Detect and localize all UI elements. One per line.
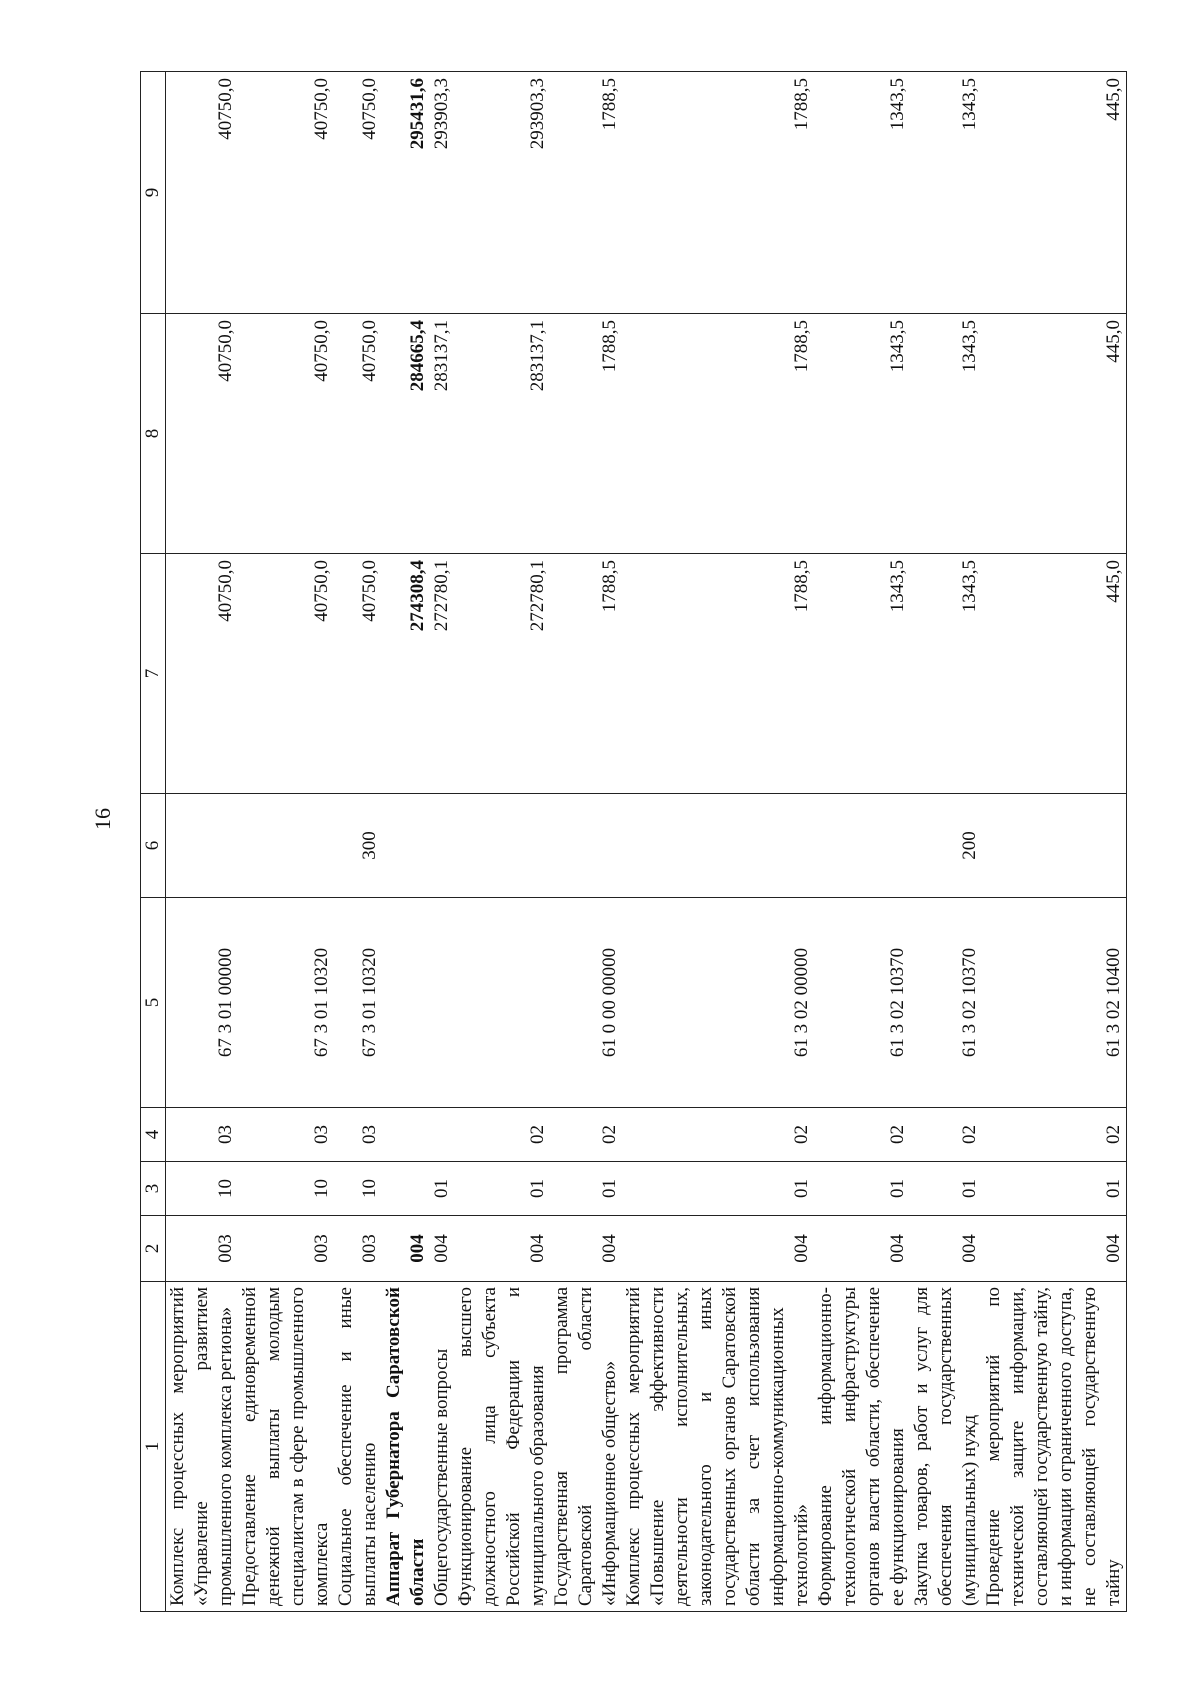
section-cell: 10 [334, 1162, 382, 1216]
amount-year3-cell: 1343,5 [814, 72, 910, 314]
amount-year1-cell: 272780,1 [454, 554, 550, 794]
target-article-cell: 61 3 02 10370 [910, 898, 982, 1108]
grbs-cell: 004 [982, 1216, 1127, 1282]
amount-year1-cell: 272780,1 [431, 560, 452, 632]
section-cell: 10 [166, 1162, 239, 1216]
row-name-cell: Функционирование высшего должностного лица субъекта Российской Федерации и муниципального образования [454, 1282, 550, 1612]
expense-type-cell [238, 794, 334, 898]
target-article-cell: 61 3 02 10370 [814, 898, 910, 1108]
amount-year2-cell: 40750,0 [166, 314, 239, 554]
section-cell: 01 [814, 1162, 910, 1216]
row-name-cell: Предоставление единовременной денежной выплаты молодым специалистам в сфере промышленного комплекса [238, 1282, 334, 1612]
target-article-cell [382, 898, 454, 1108]
grbs-cell-pair [382, 1216, 454, 1282]
amount-year1-cell: 1788,5 [550, 554, 622, 794]
row-name-cell: Социальное обеспечение и иные выплаты населению [334, 1282, 382, 1612]
amount-year1-cell: 1788,5 [622, 554, 814, 794]
target-article-cell: 61 3 02 00000 [622, 898, 814, 1108]
section-cell-pair [382, 1162, 454, 1216]
amount-year3-cell: 1343,5 [910, 72, 982, 314]
grbs-cell: 004 [550, 1216, 622, 1282]
row-name-cell-pair [382, 1282, 454, 1612]
column-header-9: 9 [141, 72, 166, 314]
subsection-cell: 02 [814, 1108, 910, 1162]
table-row [982, 72, 1127, 1612]
amount-year3-cell: 293903,3 [454, 72, 550, 314]
target-article-cell: 61 3 02 10400 [982, 898, 1127, 1108]
section-cell: 01 [431, 1179, 452, 1198]
amount-year2-cell: 445,0 [982, 314, 1127, 554]
column-header-5: 5 [141, 898, 166, 1108]
table-row [910, 72, 982, 1612]
subsection-cell: 03 [238, 1108, 334, 1162]
expense-type-cell [550, 794, 622, 898]
amount-year1-cell: 1343,5 [814, 554, 910, 794]
rotated-page-content [140, 72, 1170, 1612]
subsection-cell: 03 [166, 1108, 239, 1162]
table-row [238, 72, 334, 1612]
section-cell: 01 [550, 1162, 622, 1216]
subsection-cell: 03 [334, 1108, 382, 1162]
amount-year1-cell: 1343,5 [910, 554, 982, 794]
amount-year3-cell: 1788,5 [622, 72, 814, 314]
grbs-cell: 004 [431, 1234, 452, 1263]
column-header-2: 2 [141, 1216, 166, 1282]
amount-year1-cell: 445,0 [982, 554, 1127, 794]
column-header-8: 8 [141, 314, 166, 554]
amount-year3-cell: 445,0 [982, 72, 1127, 314]
amount-year2-cell: 1788,5 [550, 314, 622, 554]
subsection-cell: 02 [454, 1108, 550, 1162]
section-cell: 10 [238, 1162, 334, 1216]
budget-table [140, 71, 1127, 1612]
grbs-cell: 004 [622, 1216, 814, 1282]
amount-year2-cell: 284665,4 [407, 320, 428, 392]
column-header-6: 6 [141, 794, 166, 898]
amount-year3-cell: 293903,3 [431, 78, 452, 150]
expense-type-cell [814, 794, 910, 898]
section-cell: 01 [982, 1162, 1127, 1216]
row-name-cell: Комплекс процессных мероприятий «Повышение эффективности деятельности исполнительных, законодательного и иных государственных органов Саратовской области за счет использования информационно-коммуникационных технологий» [622, 1282, 814, 1612]
expense-type-cell [622, 794, 814, 898]
subsection-cell: 02 [550, 1108, 622, 1162]
page-number: 16 [90, 808, 115, 830]
table-row [622, 72, 814, 1612]
subsection-cell: 02 [982, 1108, 1127, 1162]
target-article-cell: 67 3 01 10320 [238, 898, 334, 1108]
expense-type-cell [454, 794, 550, 898]
expense-type-cell: 300 [334, 794, 382, 898]
row-name-cell: Проведение мероприятий по технической защите информации, составляющей государственную тайну, и информации ограниченного доступа, не составляющей государственную тайну [982, 1282, 1127, 1612]
grbs-cell: 003 [238, 1216, 334, 1282]
target-article-cell [454, 898, 550, 1108]
expense-type-cell: 200 [910, 794, 982, 898]
subsection-cell: 02 [622, 1108, 814, 1162]
column-header-3: 3 [141, 1162, 166, 1216]
amount-year2-cell-pair [382, 314, 454, 554]
column-number-row [141, 72, 166, 1612]
table-row [550, 72, 622, 1612]
amount-year3-cell: 40750,0 [166, 72, 239, 314]
grbs-cell: 004 [407, 1234, 428, 1263]
target-article-cell: 67 3 01 10320 [334, 898, 382, 1108]
subsection-cell: 02 [910, 1108, 982, 1162]
row-name-cell: Комплекс процессных мероприятий «Управление развитием промышленного комплекса региона» [166, 1282, 239, 1612]
amount-year3-cell: 1788,5 [550, 72, 622, 314]
row-name-cell: Общегосударственные вопросы [431, 1348, 452, 1606]
amount-year3-cell: 295431,6 [407, 78, 428, 150]
row-name-cell: Формирование информационно-технологической инфраструктуры органов власти области, обеспечение ее функционирования [814, 1282, 910, 1612]
expense-type-cell [982, 794, 1127, 898]
amount-year3-cell-pair [382, 72, 454, 314]
table-row [334, 72, 382, 1612]
table-row [166, 72, 239, 1612]
grbs-cell: 003 [166, 1216, 239, 1282]
column-header-4: 4 [141, 1108, 166, 1162]
amount-year3-cell: 40750,0 [334, 72, 382, 314]
amount-year3-cell: 40750,0 [238, 72, 334, 314]
amount-year2-cell: 283137,1 [431, 320, 452, 392]
grbs-cell: 004 [910, 1216, 982, 1282]
amount-year1-cell: 40750,0 [238, 554, 334, 794]
table-row-pair [382, 72, 454, 1612]
amount-year2-cell: 40750,0 [238, 314, 334, 554]
section-cell: 01 [622, 1162, 814, 1216]
amount-year1-cell: 40750,0 [334, 554, 382, 794]
amount-year1-cell: 40750,0 [166, 554, 239, 794]
amount-year1-cell-pair [382, 554, 454, 794]
column-header-1: 1 [141, 1282, 166, 1612]
amount-year2-cell: 1343,5 [910, 314, 982, 554]
table-row [454, 72, 550, 1612]
amount-year2-cell: 40750,0 [334, 314, 382, 554]
expense-type-cell [166, 794, 239, 898]
expense-type-cell [382, 794, 454, 898]
subsection-cell [382, 1108, 454, 1162]
amount-year2-cell: 1788,5 [622, 314, 814, 554]
amount-year2-cell: 1343,5 [814, 314, 910, 554]
amount-year2-cell: 283137,1 [454, 314, 550, 554]
target-article-cell: 61 0 00 00000 [550, 898, 622, 1108]
section-cell: 01 [910, 1162, 982, 1216]
row-name-cell: Закупка товаров, работ и услуг для обеспечения государственных (муниципальных) нужд [910, 1282, 982, 1612]
row-name-cell: Государственная программа Саратовской области «Информационное общество» [550, 1282, 622, 1612]
amount-year1-cell: 274308,4 [407, 560, 428, 632]
grbs-cell: 004 [814, 1216, 910, 1282]
section-cell: 01 [454, 1162, 550, 1216]
column-header-7: 7 [141, 554, 166, 794]
grbs-cell: 003 [334, 1216, 382, 1282]
row-name-cell: Аппарат Губернатора Саратовской области [383, 1287, 428, 1606]
target-article-cell: 67 3 01 00000 [166, 898, 239, 1108]
table-row [814, 72, 910, 1612]
grbs-cell: 004 [454, 1216, 550, 1282]
